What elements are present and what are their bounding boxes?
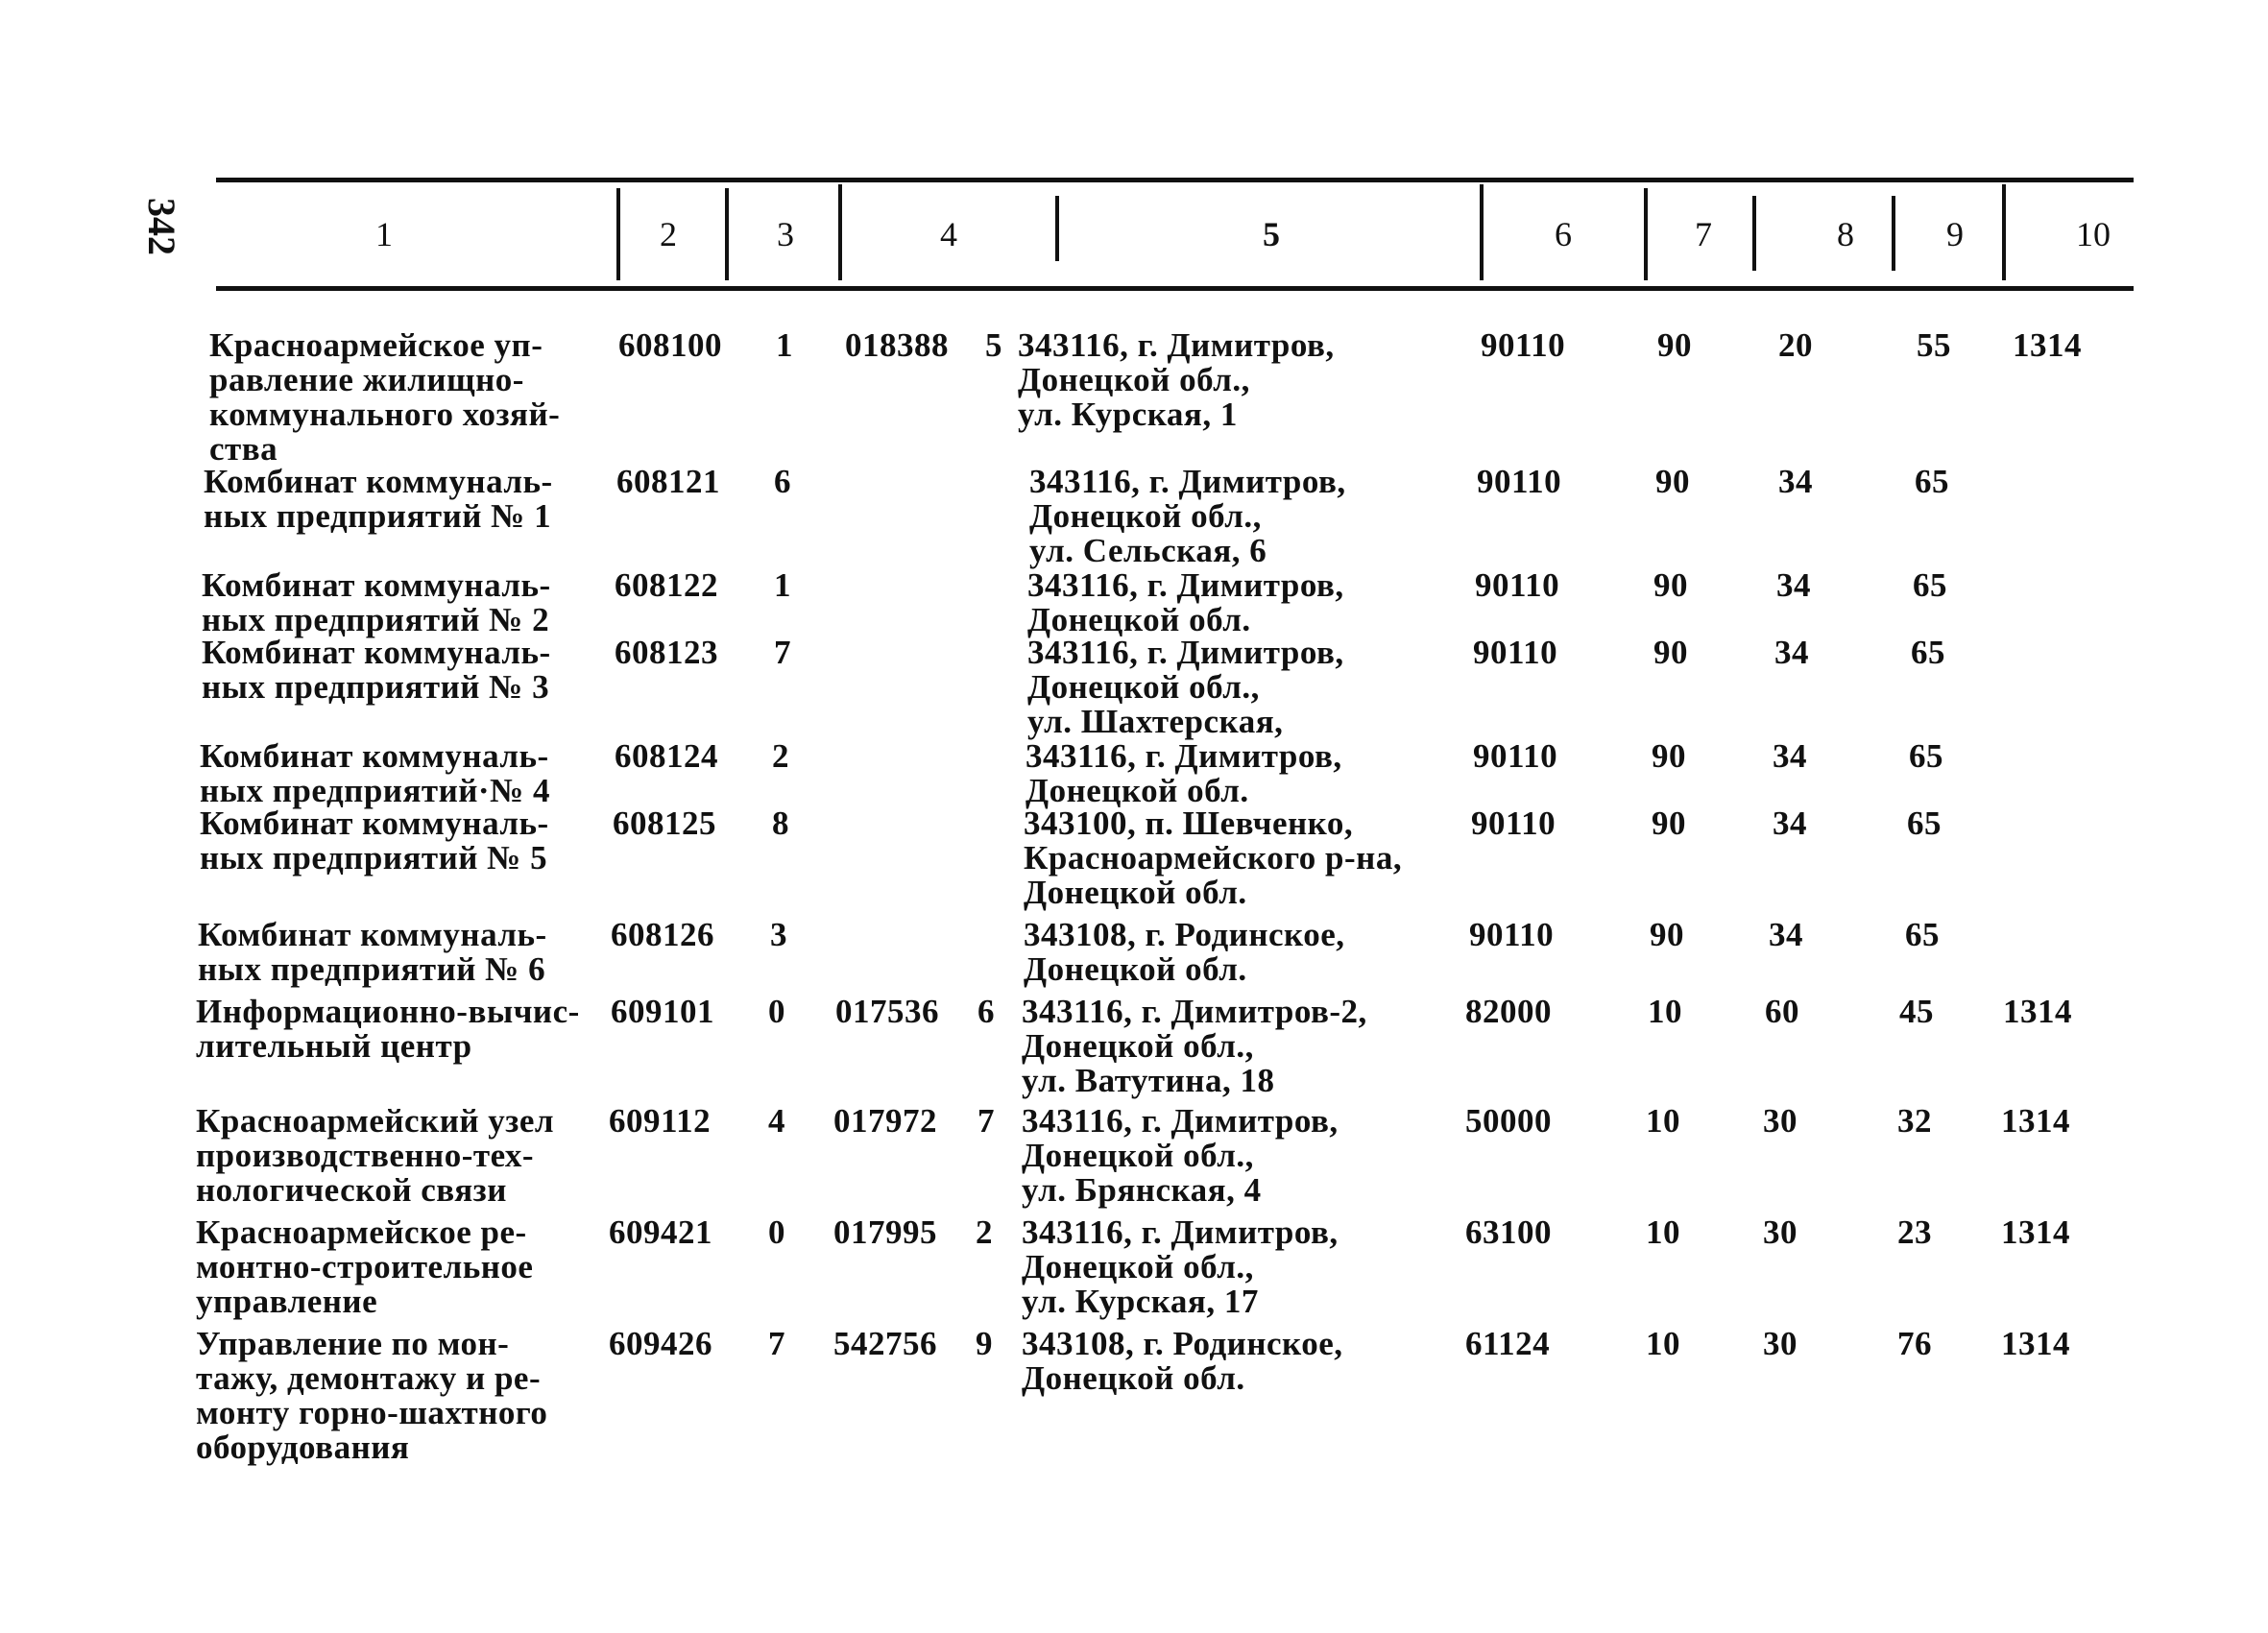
cell-col8: 20 — [1778, 326, 1813, 364]
cell-okonh-check: 5 — [985, 326, 1002, 364]
cell-address: 343116, г. Димитров, Донецкой обл. — [1027, 566, 1344, 638]
column-separator — [725, 188, 729, 280]
column-header: 7 — [1695, 215, 1712, 253]
cell-code: 608126 — [611, 916, 714, 953]
cell-okonh: 018388 — [845, 326, 949, 364]
cell-check: 0 — [768, 1213, 785, 1251]
cell-col7: 90 — [1655, 463, 1690, 500]
cell-col6: 50000 — [1465, 1102, 1552, 1140]
cell-address: 343116, г. Димитров, Донецкой обл., ул. Курская, 17 — [1022, 1213, 1339, 1320]
cell-col10: 1314 — [2003, 993, 2072, 1030]
cell-check: 0 — [768, 993, 785, 1030]
column-separator — [616, 188, 620, 280]
column-separator — [1644, 188, 1648, 280]
cell-name: Красноармейский узел производственно-тех- нологической связи — [196, 1102, 555, 1209]
cell-col6: 90110 — [1481, 326, 1566, 364]
cell-name: Управление по мон- тажу, демонтажу и ре- монту горно-шахтного оборудования — [196, 1325, 548, 1466]
cell-code: 609421 — [609, 1213, 712, 1251]
cell-col10: 1314 — [2001, 1213, 2070, 1251]
cell-address: 343108, г. Родинское, Донецкой обл. — [1022, 1325, 1343, 1397]
cell-address: 343108, г. Родинское, Донецкой обл. — [1024, 916, 1345, 988]
cell-col7: 90 — [1652, 804, 1686, 842]
column-separator — [1480, 184, 1484, 280]
cell-col9: 32 — [1897, 1102, 1932, 1140]
column-header: 8 — [1837, 215, 1854, 253]
column-separator — [2002, 184, 2006, 280]
cell-check: 2 — [772, 737, 789, 775]
cell-col6: 90110 — [1471, 804, 1556, 842]
cell-name: Информационно-вычис- лительный центр — [196, 993, 580, 1065]
cell-name: Комбинат коммуналь- ных предприятий № 6 — [198, 916, 547, 988]
column-header: 5 — [1263, 215, 1280, 253]
cell-okonh: 017536 — [835, 993, 939, 1030]
cell-col9: 65 — [1907, 804, 1942, 842]
cell-col10: 1314 — [2001, 1102, 2070, 1140]
cell-check: 6 — [774, 463, 791, 500]
cell-col7: 90 — [1650, 916, 1684, 953]
cell-col7: 90 — [1657, 326, 1692, 364]
cell-col6: 90110 — [1473, 634, 1558, 671]
column-header: 4 — [940, 215, 957, 253]
cell-okonh-check: 9 — [976, 1325, 993, 1362]
cell-col7: 10 — [1646, 1213, 1680, 1251]
cell-col9: 65 — [1913, 566, 1947, 604]
column-separator — [1892, 196, 1895, 271]
cell-col10: 1314 — [2013, 326, 2082, 364]
column-separator — [1752, 196, 1756, 271]
cell-okonh-check: 6 — [977, 993, 995, 1030]
cell-col10: 1314 — [2001, 1325, 2070, 1362]
cell-okonh: 542756 — [833, 1325, 937, 1362]
column-header: 3 — [777, 215, 794, 253]
cell-address: 343100, п. Шевченко, Красноармейского р-на, Донецкой обл. — [1024, 804, 1403, 911]
cell-okonh: 017972 — [833, 1102, 937, 1140]
cell-col8: 34 — [1773, 737, 1807, 775]
cell-col9: 23 — [1897, 1213, 1932, 1251]
cell-name: Комбинат коммуналь- ных предприятий·№ 4 — [200, 737, 551, 809]
cell-check: 1 — [776, 326, 793, 364]
cell-name: Комбинат коммуналь- ных предприятий № 2 — [202, 566, 551, 638]
column-header: 2 — [660, 215, 677, 253]
cell-code: 608100 — [618, 326, 722, 364]
cell-code: 608125 — [613, 804, 716, 842]
cell-address: 343116, г. Димитров, Донецкой обл., ул. Сельская, 6 — [1029, 463, 1346, 569]
column-header: 6 — [1555, 215, 1572, 253]
table-header-rule — [216, 286, 2134, 291]
cell-address: 343116, г. Димитров, Донецкой обл. — [1025, 737, 1342, 809]
cell-code: 608123 — [615, 634, 718, 671]
cell-code: 609112 — [609, 1102, 712, 1140]
cell-name: Красноармейское уп- равление жилищно- коммунального хозяй- ства — [209, 326, 561, 468]
cell-okonh: 017995 — [833, 1213, 937, 1251]
column-header: 9 — [1946, 215, 1964, 253]
cell-col7: 90 — [1652, 737, 1686, 775]
cell-col6: 90110 — [1473, 737, 1558, 775]
cell-col6: 63100 — [1465, 1213, 1552, 1251]
column-header: 1 — [375, 215, 393, 253]
cell-col8: 34 — [1769, 916, 1803, 953]
column-separator — [838, 184, 842, 280]
cell-check: 8 — [772, 804, 789, 842]
cell-check: 7 — [774, 634, 791, 671]
column-separator — [1055, 196, 1059, 261]
cell-col9: 65 — [1909, 737, 1943, 775]
cell-col6: 90110 — [1469, 916, 1555, 953]
column-header: 10 — [2076, 215, 2111, 253]
cell-col9: 45 — [1899, 993, 1934, 1030]
cell-col8: 34 — [1778, 463, 1813, 500]
cell-col8: 30 — [1763, 1102, 1798, 1140]
cell-col8: 34 — [1776, 566, 1811, 604]
cell-address: 343116, г. Димитров-2, Донецкой обл., ул. Ватутина, 18 — [1022, 993, 1367, 1099]
cell-code: 609101 — [611, 993, 714, 1030]
cell-code: 608121 — [616, 463, 720, 500]
page-number: 342 — [140, 198, 183, 255]
cell-name: Комбинат коммуналь- ных предприятий № 3 — [202, 634, 551, 706]
cell-col9: 65 — [1915, 463, 1949, 500]
cell-col7: 10 — [1648, 993, 1682, 1030]
cell-col9: 65 — [1905, 916, 1940, 953]
cell-col7: 10 — [1646, 1102, 1680, 1140]
cell-col7: 90 — [1653, 634, 1688, 671]
cell-okonh-check: 2 — [976, 1213, 993, 1251]
cell-col6: 61124 — [1465, 1325, 1551, 1362]
cell-col7: 10 — [1646, 1325, 1680, 1362]
cell-name: Красноармейское ре- монтно-строительное управление — [196, 1213, 534, 1320]
cell-check: 7 — [768, 1325, 785, 1362]
cell-address: 343116, г. Димитров, Донецкой обл., ул. Брянская, 4 — [1022, 1102, 1339, 1209]
cell-check: 1 — [774, 566, 791, 604]
cell-check: 4 — [768, 1102, 785, 1140]
cell-col8: 30 — [1763, 1213, 1798, 1251]
cell-okonh-check: 7 — [977, 1102, 995, 1140]
cell-code: 608124 — [615, 737, 718, 775]
cell-col8: 30 — [1763, 1325, 1798, 1362]
cell-address: 343116, г. Димитров, Донецкой обл., ул. Шахтерская, — [1027, 634, 1344, 740]
cell-col6: 90110 — [1475, 566, 1560, 604]
cell-code: 609426 — [609, 1325, 712, 1362]
cell-col8: 34 — [1774, 634, 1809, 671]
cell-col6: 82000 — [1465, 993, 1552, 1030]
table-top-rule — [216, 178, 2134, 182]
cell-col8: 34 — [1773, 804, 1807, 842]
cell-name: Комбинат коммуналь- ных предприятий № 1 — [204, 463, 553, 535]
cell-col9: 55 — [1917, 326, 1951, 364]
cell-check: 3 — [770, 916, 787, 953]
cell-address: 343116, г. Димитров, Донецкой обл., ул. Курская, 1 — [1018, 326, 1335, 433]
cell-name: Комбинат коммуналь- ных предприятий № 5 — [200, 804, 549, 877]
cell-col9: 65 — [1911, 634, 1945, 671]
cell-code: 608122 — [615, 566, 718, 604]
cell-col7: 90 — [1653, 566, 1688, 604]
cell-col9: 76 — [1897, 1325, 1932, 1362]
cell-col8: 60 — [1765, 993, 1799, 1030]
cell-col6: 90110 — [1477, 463, 1562, 500]
